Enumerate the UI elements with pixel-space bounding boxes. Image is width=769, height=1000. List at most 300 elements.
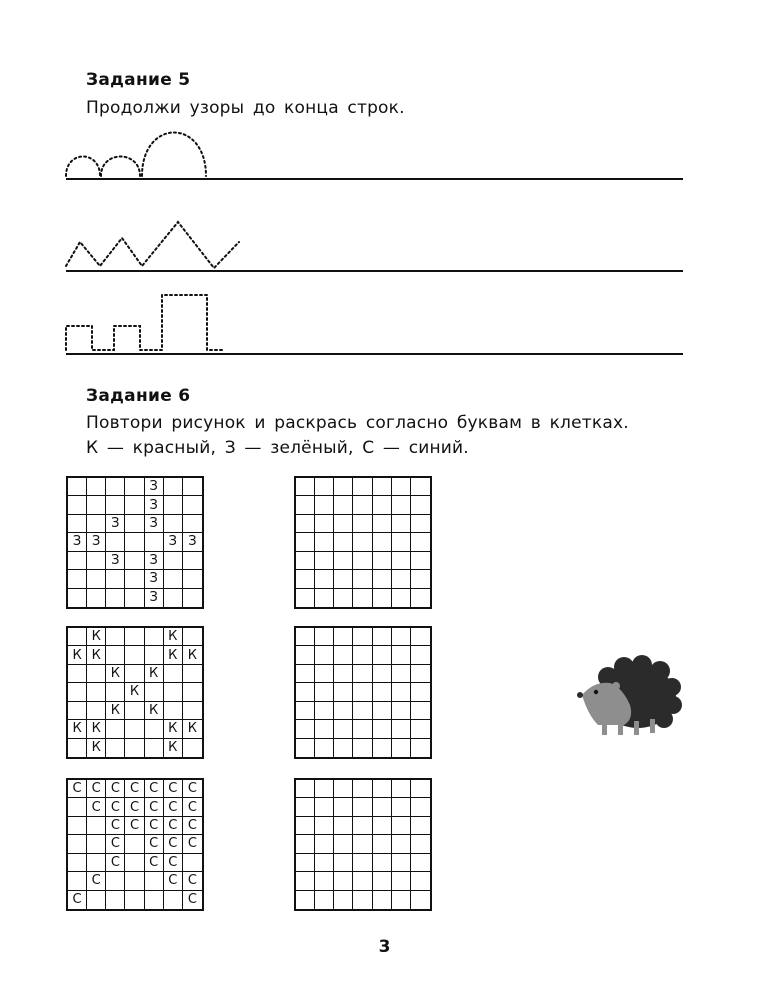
empty-grid-cell[interactable]: [296, 589, 315, 607]
empty-grid-cell[interactable]: [315, 552, 334, 570]
grid-cell: [164, 496, 183, 514]
grid-cell: [87, 854, 106, 872]
grid-cell: [125, 739, 144, 757]
grid-cell: К: [164, 628, 183, 646]
empty-grid-cell[interactable]: [373, 570, 392, 588]
empty-grid-cell[interactable]: [334, 628, 353, 646]
grid-cell: [183, 496, 202, 514]
grid-cell: С: [106, 798, 125, 816]
empty-grid-cell[interactable]: [315, 683, 334, 701]
grid-cell: [87, 683, 106, 701]
grid-cell: [125, 872, 144, 890]
grid-cell: С: [106, 817, 125, 835]
grid-cell: З: [145, 496, 164, 514]
grid-cell: С: [183, 835, 202, 853]
empty-grid-cell[interactable]: [334, 872, 353, 890]
empty-grid-cell[interactable]: [296, 628, 315, 646]
empty-grid-cell[interactable]: [353, 854, 372, 872]
grid-cell: [145, 739, 164, 757]
grid-cell: [125, 533, 144, 551]
empty-grid-cell[interactable]: [373, 891, 392, 909]
grid-cell: [87, 552, 106, 570]
empty-grid-cell[interactable]: [334, 891, 353, 909]
grid-cell: С: [164, 835, 183, 853]
grid-cell: С: [164, 854, 183, 872]
empty-grid-cell[interactable]: [353, 720, 372, 738]
empty-grid-cell[interactable]: [353, 739, 372, 757]
grid-cell: [106, 720, 125, 738]
grid-cell: С: [183, 872, 202, 890]
grid-cell: [183, 515, 202, 533]
grid-cell: [87, 589, 106, 607]
grid-cell: [164, 515, 183, 533]
grid-cell: С: [68, 780, 87, 798]
hedgehog-icon: [572, 655, 682, 740]
empty-grid-cell[interactable]: [334, 515, 353, 533]
empty-grid-cell[interactable]: [373, 720, 392, 738]
empty-grid-cell[interactable]: [315, 702, 334, 720]
empty-grid-cell[interactable]: [334, 683, 353, 701]
grid-cell: [164, 683, 183, 701]
empty-grid-cell[interactable]: [315, 589, 334, 607]
empty-grid-cell[interactable]: [411, 720, 430, 738]
grid-cell: [87, 570, 106, 588]
grid-cell: [106, 533, 125, 551]
empty-grid-cell[interactable]: [353, 589, 372, 607]
grid-cell: С: [106, 835, 125, 853]
grid-cell: [106, 683, 125, 701]
grid-cell: [106, 739, 125, 757]
grid-cell: С: [183, 780, 202, 798]
empty-grid-cell[interactable]: [411, 515, 430, 533]
zigzag-pattern: [66, 222, 239, 268]
grid-cell: [68, 835, 87, 853]
grid-cell: С: [87, 798, 106, 816]
empty-grid-cell[interactable]: [392, 515, 411, 533]
grid-cell: С: [125, 798, 144, 816]
empty-grid-cell[interactable]: [373, 478, 392, 496]
empty-grid-cell[interactable]: [315, 570, 334, 588]
grid-cell: К: [87, 720, 106, 738]
empty-grid-cell[interactable]: [296, 533, 315, 551]
grid-cell: [145, 872, 164, 890]
empty-grid-cell[interactable]: [353, 683, 372, 701]
empty-grid-cell[interactable]: [334, 702, 353, 720]
empty-grid-cell[interactable]: [353, 478, 372, 496]
grid-cell: З: [145, 570, 164, 588]
grid-cell: [183, 854, 202, 872]
grid-cell: С: [145, 854, 164, 872]
empty-grid-cell[interactable]: [296, 683, 315, 701]
task-6-title: Задание 6: [86, 386, 191, 406]
empty-grid-cell[interactable]: [411, 780, 430, 798]
empty-grid-cell[interactable]: [353, 496, 372, 514]
empty-grid-cell[interactable]: [392, 552, 411, 570]
empty-grid-s[interactable]: [294, 778, 432, 911]
empty-grid-cell[interactable]: [334, 496, 353, 514]
grid-cell: З: [106, 515, 125, 533]
empty-grid-cell[interactable]: [296, 854, 315, 872]
empty-grid-cell[interactable]: [411, 683, 430, 701]
empty-grid-cell[interactable]: [373, 683, 392, 701]
empty-grid-cell[interactable]: [315, 780, 334, 798]
grid-cell: [183, 739, 202, 757]
empty-grid-cell[interactable]: [315, 533, 334, 551]
empty-grid-cell[interactable]: [392, 817, 411, 835]
empty-grid-cell[interactable]: [296, 552, 315, 570]
grid-cell: [68, 817, 87, 835]
grid-cell: [125, 665, 144, 683]
grid-cell: [145, 891, 164, 909]
grid-cell: С: [125, 817, 144, 835]
empty-grid-cell[interactable]: [411, 739, 430, 757]
grid-cell: [164, 665, 183, 683]
grid-cell: [125, 720, 144, 738]
empty-grid-cell[interactable]: [411, 665, 430, 683]
grid-cell: [183, 589, 202, 607]
empty-grid-cell[interactable]: [296, 665, 315, 683]
empty-grid-cell[interactable]: [315, 835, 334, 853]
grid-cell: С: [145, 817, 164, 835]
grid-cell: [183, 570, 202, 588]
empty-grid-cell[interactable]: [373, 552, 392, 570]
empty-grid-cell[interactable]: [392, 702, 411, 720]
grid-cell: [87, 496, 106, 514]
grid-cell: [183, 665, 202, 683]
empty-grid-cell[interactable]: [411, 854, 430, 872]
grid-cell: К: [183, 720, 202, 738]
grid-cell: З: [145, 552, 164, 570]
empty-grid-cell[interactable]: [411, 798, 430, 816]
empty-grid-cell[interactable]: [296, 570, 315, 588]
grid-cell: [164, 891, 183, 909]
grid-cell: [87, 665, 106, 683]
arc-pattern-large: [142, 133, 206, 177]
empty-grid-cell[interactable]: [392, 646, 411, 664]
grid-cell: [106, 496, 125, 514]
empty-grid-cell[interactable]: [296, 872, 315, 890]
grid-cell: [106, 478, 125, 496]
grid-cell: [68, 665, 87, 683]
square-pattern: [66, 295, 222, 350]
empty-grid-cell[interactable]: [411, 891, 430, 909]
grid-cell: [68, 739, 87, 757]
grid-cell: [145, 646, 164, 664]
empty-grid-cell[interactable]: [296, 515, 315, 533]
grid-cell: [183, 628, 202, 646]
grid-cell: С: [106, 854, 125, 872]
grid-cell: [68, 702, 87, 720]
empty-grid-cell[interactable]: [392, 683, 411, 701]
empty-grid-cell[interactable]: [373, 665, 392, 683]
grid-cell: [87, 891, 106, 909]
grid-cell: [145, 533, 164, 551]
grid-cell: [68, 872, 87, 890]
empty-grid-cell[interactable]: [353, 533, 372, 551]
empty-grid-cell[interactable]: [334, 589, 353, 607]
grid-cell: [145, 720, 164, 738]
grid-cell: [164, 702, 183, 720]
empty-grid-cell[interactable]: [353, 780, 372, 798]
empty-grid-cell[interactable]: [315, 817, 334, 835]
arc-pattern-small-2: [101, 157, 140, 177]
empty-grid-cell[interactable]: [353, 891, 372, 909]
empty-grid-cell[interactable]: [411, 872, 430, 890]
grid-cell: С: [68, 891, 87, 909]
grid-cell: С: [145, 835, 164, 853]
empty-grid-cell[interactable]: [411, 478, 430, 496]
empty-grid-cell[interactable]: [334, 552, 353, 570]
empty-grid-cell[interactable]: [334, 798, 353, 816]
empty-grid-cell[interactable]: [411, 533, 430, 551]
empty-grid-cell[interactable]: [334, 739, 353, 757]
empty-grid-cell[interactable]: [353, 628, 372, 646]
empty-grid-k[interactable]: [294, 626, 432, 759]
grid-cell: С: [164, 798, 183, 816]
grid-cell: З: [68, 533, 87, 551]
grid-cell: [68, 478, 87, 496]
empty-grid-cell[interactable]: [296, 496, 315, 514]
empty-grid-cell[interactable]: [334, 817, 353, 835]
empty-grid-cell[interactable]: [296, 739, 315, 757]
grid-cell: С: [145, 780, 164, 798]
empty-grid-cell[interactable]: [373, 533, 392, 551]
empty-grid-cell[interactable]: [353, 872, 372, 890]
empty-grid-cell[interactable]: [392, 720, 411, 738]
empty-grid-cell[interactable]: [392, 739, 411, 757]
empty-grid-cell[interactable]: [373, 646, 392, 664]
grid-cell: С: [164, 817, 183, 835]
grid-cell: С: [187, 892, 197, 908]
empty-grid-cell[interactable]: [296, 817, 315, 835]
empty-grid-cell[interactable]: [373, 835, 392, 853]
empty-grid-cell[interactable]: [296, 646, 315, 664]
empty-grid-cell[interactable]: [392, 780, 411, 798]
grid-cell: [125, 552, 144, 570]
line-3: [66, 353, 683, 355]
empty-grid-cell[interactable]: [334, 854, 353, 872]
grid-cell: К: [68, 720, 87, 738]
empty-grid-cell[interactable]: [392, 570, 411, 588]
grid-cell: К: [87, 628, 106, 646]
empty-grid-cell[interactable]: [373, 628, 392, 646]
grid-cell: [125, 835, 144, 853]
grid-cell: [164, 552, 183, 570]
grid-cell: [145, 683, 164, 701]
grid-cell: С: [87, 872, 106, 890]
empty-grid-cell[interactable]: [315, 739, 334, 757]
empty-grid-cell[interactable]: [315, 515, 334, 533]
grid-cell: С: [164, 780, 183, 798]
empty-grid-cell[interactable]: [296, 702, 315, 720]
empty-grid-cell[interactable]: [411, 552, 430, 570]
grid-cell: [106, 628, 125, 646]
empty-grid-cell[interactable]: [373, 702, 392, 720]
empty-grid-cell[interactable]: [296, 720, 315, 738]
empty-grid-cell[interactable]: [296, 798, 315, 816]
empty-grid-cell[interactable]: [353, 515, 372, 533]
grid-cell: К: [87, 646, 106, 664]
grid-cell: [183, 478, 202, 496]
empty-grid-cell[interactable]: [373, 739, 392, 757]
grid-cell: [125, 646, 144, 664]
empty-grid-cell[interactable]: [334, 533, 353, 551]
grid-cell: [164, 478, 183, 496]
grid-cell: [68, 515, 87, 533]
empty-grid-cell[interactable]: [296, 478, 315, 496]
grid-cell: [125, 478, 144, 496]
grid-cell: З: [145, 478, 164, 496]
empty-grid-cell[interactable]: [353, 835, 372, 853]
empty-grid-cell[interactable]: [296, 780, 315, 798]
empty-grid-cell[interactable]: [392, 665, 411, 683]
grid-cell: К: [125, 683, 144, 701]
grid-cell: [106, 646, 125, 664]
grid-cell: [125, 496, 144, 514]
empty-grid-cell[interactable]: [411, 835, 430, 853]
empty-grid-cell[interactable]: [334, 665, 353, 683]
grid-cell: [68, 589, 87, 607]
empty-grid-cell[interactable]: [373, 589, 392, 607]
empty-grid-cell[interactable]: [411, 646, 430, 664]
grid-cell: К: [68, 646, 87, 664]
empty-grid-cell[interactable]: [353, 817, 372, 835]
empty-grid-cell[interactable]: [334, 570, 353, 588]
empty-grid-cell[interactable]: [392, 589, 411, 607]
empty-grid-cell[interactable]: [392, 891, 411, 909]
grid-cell: [125, 570, 144, 588]
empty-grid-cell[interactable]: [315, 798, 334, 816]
empty-grid-cell[interactable]: [334, 835, 353, 853]
empty-grid-cell[interactable]: [411, 570, 430, 588]
grid-cell: [125, 891, 144, 909]
empty-grid-cell[interactable]: [315, 628, 334, 646]
grid-cell: [183, 702, 202, 720]
empty-grid-cell[interactable]: [353, 570, 372, 588]
empty-grid-cell[interactable]: [353, 646, 372, 664]
empty-grid-cell[interactable]: [296, 835, 315, 853]
empty-grid-cell[interactable]: [373, 496, 392, 514]
grid-cell: [106, 570, 125, 588]
empty-grid-cell[interactable]: [353, 665, 372, 683]
grid-cell: К: [183, 646, 202, 664]
grid-cell: К: [164, 739, 183, 757]
empty-grid-cell[interactable]: [315, 496, 334, 514]
grid-cell: [145, 628, 164, 646]
empty-grid-cell[interactable]: [334, 780, 353, 798]
grid-cell: К: [106, 702, 125, 720]
empty-grid-cell[interactable]: [392, 872, 411, 890]
grid-cell: [183, 683, 202, 701]
grid-cell: [125, 702, 144, 720]
grid-cell: [87, 835, 106, 853]
grid-cell: К: [164, 646, 183, 664]
empty-grid-cell[interactable]: [411, 817, 430, 835]
empty-grid-cell[interactable]: [334, 646, 353, 664]
empty-grid-cell[interactable]: [353, 552, 372, 570]
grid-cell: С: [183, 817, 202, 835]
grid-cell: З: [183, 533, 202, 551]
empty-grid-cell[interactable]: [392, 854, 411, 872]
sample-grid-k: [66, 626, 204, 759]
grid-cell: [68, 628, 87, 646]
empty-grid-cell[interactable]: [315, 872, 334, 890]
empty-grid-cell[interactable]: [373, 872, 392, 890]
grid-cell: К: [145, 665, 164, 683]
empty-grid-cell[interactable]: [315, 720, 334, 738]
grid-cell: [68, 570, 87, 588]
grid-cell: [68, 798, 87, 816]
empty-grid-cell[interactable]: [315, 646, 334, 664]
empty-grid-cell[interactable]: [392, 798, 411, 816]
empty-grid-cell[interactable]: [411, 702, 430, 720]
grid-cell: К: [106, 665, 125, 683]
empty-grid-cell[interactable]: [411, 628, 430, 646]
empty-grid-cell[interactable]: [296, 891, 315, 909]
empty-grid-cell[interactable]: [334, 720, 353, 738]
grid-cell: С: [164, 872, 183, 890]
grid-cell: З: [106, 552, 125, 570]
task-6-instruction-2: К — красный, З — зелёный, С — синий.: [86, 438, 469, 458]
tracing-patterns: [0, 0, 769, 360]
empty-grid-cell[interactable]: [315, 478, 334, 496]
empty-grid-cell[interactable]: [392, 496, 411, 514]
empty-grid-cell[interactable]: [411, 589, 430, 607]
page-number: 3: [378, 937, 391, 957]
grid-cell: З: [145, 589, 164, 607]
empty-grid-cell[interactable]: [315, 665, 334, 683]
grid-cell: [87, 817, 106, 835]
task-6-instruction-1: Повтори рисунок и раскрась согласно буквам в клетках.: [86, 413, 629, 433]
grid-cell: З: [145, 515, 164, 533]
grid-cell: С: [106, 780, 125, 798]
grid-cell: [125, 589, 144, 607]
arc-pattern-small-1: [66, 157, 100, 177]
empty-grid-cell[interactable]: [392, 533, 411, 551]
empty-grid-cell[interactable]: [392, 478, 411, 496]
empty-grid-cell[interactable]: [373, 798, 392, 816]
empty-grid-cell[interactable]: [373, 515, 392, 533]
empty-grid-cell[interactable]: [334, 478, 353, 496]
empty-grid-cell[interactable]: [315, 854, 334, 872]
grid-cell: [68, 496, 87, 514]
empty-grid-cell[interactable]: [373, 854, 392, 872]
grid-cell: [106, 891, 125, 909]
empty-grid-cell[interactable]: [315, 891, 334, 909]
grid-cell: С: [145, 798, 164, 816]
grid-cell: [68, 854, 87, 872]
empty-grid-z[interactable]: [294, 476, 432, 609]
grid-cell: [87, 478, 106, 496]
empty-grid-cell[interactable]: [392, 835, 411, 853]
empty-grid-cell[interactable]: [392, 628, 411, 646]
empty-grid-cell[interactable]: [353, 798, 372, 816]
line-1: [66, 178, 683, 180]
empty-grid-cell[interactable]: [373, 780, 392, 798]
sample-grid-z: [66, 476, 204, 609]
grid-cell: [68, 683, 87, 701]
grid-cell: З: [164, 533, 183, 551]
empty-grid-cell[interactable]: [353, 702, 372, 720]
grid-cell: С: [183, 798, 202, 816]
sample-grid-s: [66, 778, 204, 911]
empty-grid-cell[interactable]: [411, 496, 430, 514]
empty-grid-cell[interactable]: [373, 817, 392, 835]
grid-cell: [106, 872, 125, 890]
grid-cell: [87, 702, 106, 720]
grid-cell: [183, 552, 202, 570]
grid-cell: [125, 515, 144, 533]
